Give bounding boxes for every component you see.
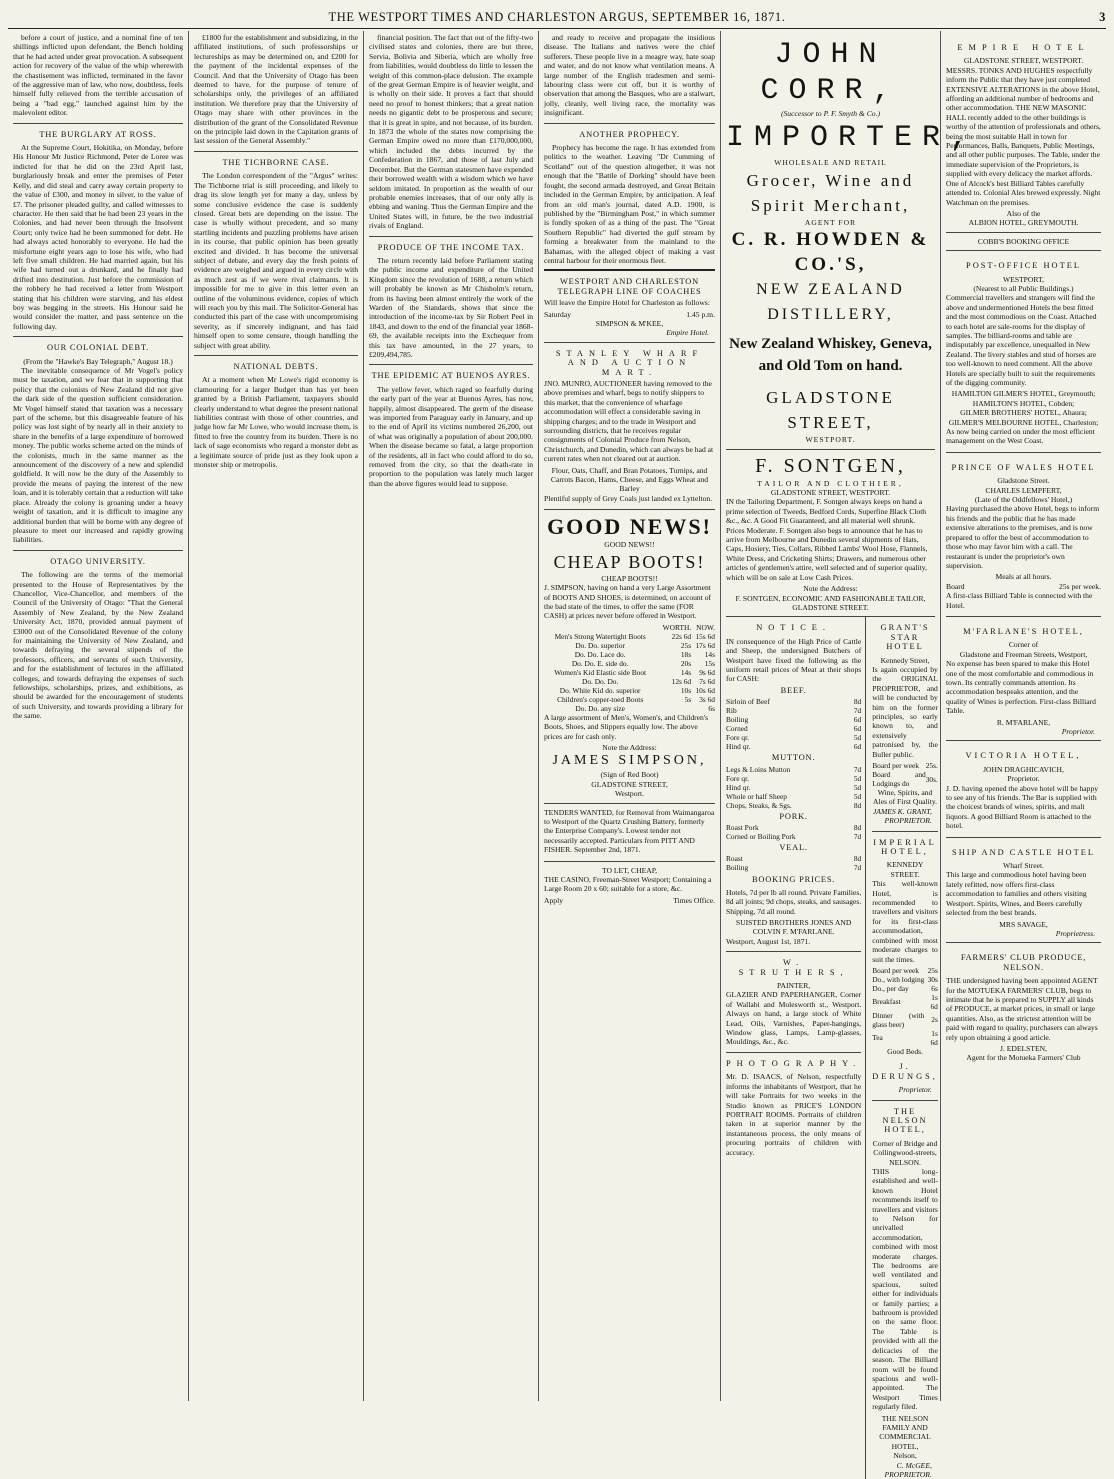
price-table xyxy=(544,623,715,713)
table-row: Do. Do. Do. 12s 6d 7s 6d xyxy=(581,676,715,686)
price-section-heading: MUTTON. xyxy=(771,753,816,763)
table-row: Do. Do. E. side do. 20s 15s xyxy=(571,658,715,668)
ad-date: Westport, August 1st, 1871. xyxy=(726,936,811,946)
price-table xyxy=(726,823,861,841)
ad-body: GLAZIER AND PAPERHANGER, Corner of Wallabi and Molesworth st., Westport. Always on hand, a large stock of White Lead, Oils, Varnishes, Paper-hangings, Window glass, Lamps, Lamp-glasses, Mouldings, &c., &c. xyxy=(726,990,862,1047)
table-row: Roast 8d xyxy=(726,854,862,864)
ad-street: GLADSTONE STREET. xyxy=(792,602,869,612)
ad-address-note: Note the Address: xyxy=(602,742,657,752)
price-table xyxy=(726,854,861,872)
ad-body: Plentiful supply of Grey Coals just landed ex Lyttelton. xyxy=(544,493,713,503)
table-row: Do. Do. superior 25s 17s 6d xyxy=(575,640,715,650)
article-continuation: £1800 for the establishment and subsidizing, in the affiliated institutions, of such professorships or lectureships as may be determined on, and £200 for the payment of the incidental expenses of the Council. And that the University of Otago has been deemed to have, for the purpose of tenure of scholarships only, the privileges of an affiliated institution. We therefore pray that the University of Otago may share with other provinces in the distribution of the grant of the Consolidated Revenue on the principle laid down in the Capitation grants of last session of the General Assembly." xyxy=(194,33,358,146)
ad-body: THE undersigned having been appointed AGENT for the MOTUEKA FARMERS' CLUB, begs to intimate that he is prepared to SUPPLY all kinds of PRODUCE, at market prices, in small or large quantities. Also, as the strictest attention will be paid with regard to quality, purchasers can always rely upon obtaining a good article. xyxy=(946,976,1098,1042)
ad-merchant-name: JOHN DRAGHICAVICH, xyxy=(983,764,1064,774)
ad-john-corr xyxy=(726,33,979,450)
ad-note: (Late of the Oddfellows' Hotel,) xyxy=(974,495,1073,505)
divider xyxy=(544,123,715,124)
article-body-prophecy: Prophecy has become the rage. It has extended from politics to the weather. Leaving "Dr Cumming of Scotland" out of the question altogether, it was not enough that the "Battle of Dorking" should have been fought, the second armada destroyed, and Great Britain included in the German Empire, by anticipation. A leaf from an old man's journal, dated A.D. 1900, is published by the "Birmingham Post," in which summer is fondly spoken of as a thing of the past. The "Great Southern Republic" had diverted the gulf stream by forming a breakwater from the mainland to the Bahamas, with the alleged object of making a vast central harbour for their enormous fleet. xyxy=(544,143,715,265)
table-header xyxy=(544,623,715,632)
coach-schedule-row xyxy=(544,310,715,319)
price-table xyxy=(726,765,861,810)
ad-subheadline: GOOD NEWS!! xyxy=(604,540,655,550)
price-section-heading: VEAL. xyxy=(779,842,808,852)
ad-prince-of-wales xyxy=(946,453,1101,617)
column-5 xyxy=(721,31,979,1479)
ad-signature-sub: Agent for the Motueka Farmers' Club xyxy=(966,1053,1081,1063)
ad-signature: THE NELSON FAMILY AND COMMERCIAL HOTEL, xyxy=(879,1413,931,1451)
ad-street: Corner of Bridge and Collingwood-streets, NELSON. xyxy=(872,1138,938,1167)
article-heading-burglary: THE BURGLARY AT ROSS. xyxy=(39,129,157,139)
table-row: Do. White Kid do. superior 10s 10s 6d xyxy=(559,685,715,695)
ad-heading: PRINCE OF WALES HOTEL xyxy=(951,462,1096,472)
ad-signature: F. SONTGEN, ECONOMIC AND FASHIONABLE TAILOR, xyxy=(735,593,926,603)
ad-body: IN the Tailoring Department, F. Sontgen always keeps on hand a prime selection of Tweeds, Bedford Cords, Superfine Black Cloth &c., &c. A Good Fit Guaranteed, and all material well shrunk. Prices Moderate. F. Sontgen also begs to announce that he has to arrive from Melbourne and Dunedin several shipments of Hats, Caps, Hosiery, Ties, Collars, Ribbed Lambs' Wool Hose, Flannels, White Dress, and Cricketing Shirts; Drawers, and numerous other articles of gentlemen's attire, well selected and of superior quality, which will be on sale at Low Cash Prices. xyxy=(726,497,928,582)
ad-body: A first-class Billiard Table is connected with the Hotel. xyxy=(946,591,1093,610)
ad-subheadline: CHEAP BOOTS!! xyxy=(601,573,658,583)
ad-street: GLADSTONE STREET, xyxy=(766,388,895,433)
masthead xyxy=(8,6,1106,29)
table-row: Chops, Steaks, & Sgs. 8d xyxy=(726,800,862,810)
ad-street: KENNEDY STREET. xyxy=(886,860,924,879)
ad-merchant-name: JAMES SIMPSON, xyxy=(552,753,707,769)
ad-heading: SHIP AND CASTLE HOTEL xyxy=(952,847,1095,857)
ad-street: Gladstone and Freeman Streets, Westport, xyxy=(959,649,1088,659)
ad-body: J. D. having opened the above hotel will be happy to see any of his friends. The Bar is supplied with the choicest brands of wines, spirits, and malt liquors. A good Billiard Room is attached to the hotel. xyxy=(946,783,1099,831)
price-table xyxy=(726,697,861,751)
ad-headline: IMPORTER, xyxy=(726,121,979,156)
table-row: Board and Lodgings do 30s. xyxy=(872,770,938,788)
ad-street: GLADSTONE STREET, xyxy=(591,779,668,789)
ad-body: Also of the xyxy=(1006,208,1041,218)
divider xyxy=(13,550,183,551)
ad-heading: TO LET, CHEAP, xyxy=(602,865,657,875)
ad-body: Meals at all hours. xyxy=(995,572,1052,582)
ad-signature: JAMES K. GRANT, PROPRIETOR. xyxy=(872,806,932,826)
divider xyxy=(194,151,358,152)
ad-headline: New Zealand Whiskey, Geneva, xyxy=(729,336,932,353)
article-heading-tichborne: THE TICHBORNE CASE. xyxy=(222,157,330,167)
ad-headline: Grocer, Wine and Spirit Merchant, xyxy=(746,170,915,215)
ad-to-let xyxy=(544,862,715,910)
table-row: Dinner (with glass beer) 2s xyxy=(872,1010,938,1029)
ad-town: Nelson, xyxy=(893,1451,917,1461)
article-body-burglary: At the Supreme Court, Hokitika, on Monday, before His Honour Mr Justice Richmond, Peter de Loree was indicted for that he did on the 23rd April last, burglariously break and enter the premises of Peter Kelly, and did steal and carry away certain property to the value of £300, and money in silver, to the value of £7. The prisoner pleaded guilty, and called witnesses to character. He then said that he had been 23 years in the Colonies, and had never been through the Insolvent Court; only twice had he been summoned for debt. He had always acted honorably to everyone. He had the misfortune eight years ago to lose his wife, who had left five small children. He had married again, but his wife had turned out a drunkard, and he finally had drifted into destitution. Just before the commission of the robbery he had received a letter from Westport stating that his children were starving, and his eldest boy was begging in the streets. His Honour said he would consider the matter, and pass sentence on the following day. xyxy=(13,143,183,331)
ad-victoria-hotel xyxy=(946,741,1101,837)
divider xyxy=(194,355,358,356)
ad-subheadline: AGENT FOR xyxy=(804,217,857,227)
article-body-income-tax: The return recently laid before Parliament stating the public income and expenditure of the United Kingdom since the revolution of 1688, a return which will probably be known as Mr Chisholm's return, from its having been almost entirely the work of the Warden of the Standards, shows that since the introduction of the income-tax by Sir Robert Peel in 1843, and down to the end of the financial year 1868-69, the available receipts into the Exchequer from this tax have amounted, in the 27 years, to £209,494,785. xyxy=(369,255,533,359)
article-continuation: before a court of justice, and a nominal fine of ten shillings inflicted upon defendant, the Bench holding that he had acted under great provocation. A subsequent action for recovery of the value of the whip wherewith the chastisement was inflicted, terminated in the favor of the aggressive man of law, who now, doubtless, feels himself fully relieved from the terrible accusation of being a "bad egg," launched against him by the malevolent editor. xyxy=(13,33,183,118)
ad-street: Kennedy Street, xyxy=(880,655,930,665)
ad-heading: GRANT'S STAR HOTEL xyxy=(880,623,930,652)
ad-signature: J. EDELSTEN, xyxy=(999,1043,1048,1053)
ad-headline: CHEAP BOOTS! xyxy=(553,551,706,572)
ad-note: (Nearest to all Public Buildings.) xyxy=(973,283,1074,293)
ad-street: Wharf Street. xyxy=(1003,861,1044,871)
ad-body: Will leave the Empire Hotel for Charleston as follows: xyxy=(544,298,710,308)
table-row: Roast Pork 8d xyxy=(726,822,862,832)
coach-day: Saturday xyxy=(544,309,571,319)
column-4 xyxy=(539,31,721,1401)
ad-body: Commercial travellers and strangers will find the above and undermentioned Hotels the best fitted and the most commodious on the Coast. Attached to each hotel are sale-rooms for the display of samples. The billiard-rooms and table are indisputably par excellence, unequalled in New Zealand. The livery stables and stud of horses are too well-known to need comment. All the above Hotels are specially built to suit the requirements of the digging community. xyxy=(946,293,1097,387)
table-row: Legs & Loins Mutton 7d xyxy=(726,764,862,774)
article-body-otago: The following are the terms of the memorial presented to the House of Representatives by the Chancellor, Vice-Chancellor, and members of the Council of the University of Otago: "That the General Assembly of New Zealand, by the New Zealand University Act, 1870, provided annual payment of £3000 out of the Consolidated Revenue of the colony for maintaining the University of New Zealand, and towards defraying the several stipends of the professors, officers, and servants of such University, and for the establishment of lectures in the affiliated colleges, and towards defraying the expenses of such fellowships, scholarships, prizes, and exhibitions, as should be awarded for the encouragement of students of such University, and towards providing a library for the same. xyxy=(13,570,183,721)
page-number: 3 xyxy=(1099,9,1106,24)
ad-merchant-name: CHARLES LEMPFERT, xyxy=(985,485,1062,495)
table-row: Fore qr. 5d xyxy=(726,773,862,783)
article-continuation: and ready to receive and propagate the insidious disease. The Italians and natives were the chief sufferers. These people live in a meagre way, hate soap and water, and do not know what ventilation means. A large number of the English tradesmen and semi-labouring class were cut off, but it is worthy of observation that among the Basques, who are a stalwart, jolly, cleanly, well living race, the mortality was insignificant. xyxy=(544,33,715,118)
ad-heading: COBB'S BOOKING OFFICE xyxy=(977,236,1070,246)
price-section-heading: PORK. xyxy=(779,811,808,821)
ad-heading: VICTORIA HOTEL, xyxy=(965,751,1082,761)
ad-heading: M'FARLANE'S HOTEL, xyxy=(963,626,1084,636)
ad-body: Wine, Spirits, and Ales of First Quality. xyxy=(873,788,938,807)
divider xyxy=(872,831,938,832)
table-row: Boiling 6d xyxy=(726,715,862,725)
ad-signature: R. M'FARLANE, xyxy=(996,717,1051,727)
coach-time: 1.45 p.m. xyxy=(686,309,715,319)
article-body-tichborne: The London correspondent of the "Argus" writes: The Tichborne trial is still proceeding, and likely to drag its slow length yet for many a day, unless by some conclusive evidence the case is suddenly closed. Great bets are depending on the issue. The case is wholly without precedent, and so many startling incidents and puzzling problems have arisen in its course, that public opinion has been greatly excited and divided. It has become the universal subject of debate, and every day the fresh points of evidence are weighed and argued in every circle with as much zest as if we were rival claimants. It is impossible for me to give in this letter even an outline of the voluminous evidence, copies of which will reach you by this mail. The Solicitor-General has conducted this part of the case with uncompromising severity, as if sincerely indignant, and has laid himself open to some censure, though handling the subject with great ability. xyxy=(194,171,358,350)
ad-subheadline: PAINTER, xyxy=(776,981,811,991)
article-heading-colonial-debt: OUR COLONIAL DEBT. xyxy=(46,343,150,353)
ad-subheadline: WHOLESALE AND RETAIL xyxy=(774,158,887,168)
ad-street: Gladstone Street. xyxy=(997,476,1050,486)
column-1 xyxy=(8,31,189,1401)
ad-signature-sub: Proprietor. xyxy=(1061,727,1095,736)
ad-street: GLADSTONE STREET, WESTPORT. xyxy=(963,56,1084,66)
ad-empire-hotel xyxy=(946,33,1101,233)
ad-subtitle: (Successor to P. F. Smyth & Co.) xyxy=(780,109,881,118)
ad-coaches xyxy=(544,269,715,342)
ad-body: Hotels, 7d per lb all round. Private Families, 8d all joints; 9d chops, steaks, and sausages. Shipping, 7d all round. xyxy=(726,887,862,916)
ad-ship-castle xyxy=(946,838,1101,944)
column-header: NOW. xyxy=(696,622,715,632)
article-heading-prophecy: ANOTHER PROPHECY. xyxy=(579,129,680,139)
ad-apply-row: Apply Times Office. xyxy=(544,895,715,905)
table-row: Tea 1s 6d xyxy=(872,1028,938,1047)
price-section-heading: BEEF. xyxy=(780,685,807,695)
ad-heading: STANLEY WHARF AND AUCTION MART. xyxy=(555,348,704,377)
ad-headline: GOOD NEWS! xyxy=(547,514,712,540)
ad-body: TENDERS WANTED, for Removal from Waimangaroa to Westport of the Quartz Crushing Battery, formerly the Enterprise Company's. Lowest tender not necessarily accepted. Particulars from PITT AND FISHER. September 2nd, 1871. xyxy=(544,807,715,855)
ad-body: JNO. MUNRO, AUCTIONEER having removed to the above premises and wharf, begs to notify shippers to this market, that the convenience of wharfage accommodation will effect a considerable saving in shipping charges; and to the trade in Westport and surrounding districts, that he receives regular consignments of Colonial Produce from Nelson, Christchurch, and Dunedin, which can always be had at current rates when not cleared out at auction. xyxy=(544,379,714,464)
table-row: Children's copper-toed Boots 5s 3s 6d xyxy=(557,694,715,704)
ad-body: This large and commodious hotel having been lately refitted, now offers first-class accommodation to families and others visiting Westport. Spirits, Wines, and Beers carefully selected from the best brands. xyxy=(946,870,1087,918)
ad-body: THE CASINO, Freeman-Street Westport; Containing a Large Room 20 x 60; suitable for a store, &c. xyxy=(544,875,712,894)
ad-body: Is again occupied by the ORIGINAL PROPRIETOR, and will be conducted by him on the former principles, so early known to, and extensively patronised by, the Buller public. xyxy=(872,664,938,759)
column-6 xyxy=(941,31,1106,1401)
table-row: Corned 6d xyxy=(726,724,862,734)
table-row: Do. Do. any size 6s xyxy=(575,703,715,713)
divider xyxy=(369,364,533,365)
ad-signature: SIMPSON & M'KEE, xyxy=(595,318,664,328)
table-row: Board per week 25s xyxy=(872,965,938,975)
ad-body: ALBION HOTEL, GREYMOUTH. xyxy=(968,218,1079,228)
table-row: Do., with lodging 30s xyxy=(872,974,938,984)
ad-hotel-list: GILMER'S MELBOURNE HOTEL, Charleston; xyxy=(948,417,1099,427)
ad-body: Having purchased the above Hotel, begs to inform his friends and the public that he has made extensive alterations to the premises, and is now prepared to offer the best of accommodation to those who may favor him with a call. The restaurant is under the proprietor's own supervision. xyxy=(946,504,1100,570)
ad-body: This well-known Hotel, is recommended to travellers and visitors for its first-class accommodation, combined with most moderate charges to suit the times. xyxy=(872,879,938,964)
ad-meat-notice xyxy=(726,617,866,1479)
ad-goods: Flour, Oats, Chaff, and Bran Potatoes, Turnips, and Carrots Bacon, Hams, Cheese, and Eggs Wheat and Barley xyxy=(550,465,709,494)
table-row: Whole or half Sheep 5d xyxy=(726,791,862,801)
table-row: Boiling 7d xyxy=(726,863,862,873)
ad-hotel-list: GILMER BROTHERS' HOTEL, Ahaura; xyxy=(960,408,1087,418)
article-heading-income-tax: PRODUCE OF THE INCOME TAX. xyxy=(377,242,525,252)
ad-signature: J. DERUNGS, xyxy=(872,1062,938,1081)
ad-body: MESSRS. TONKS AND HUGHES respectfully inform the Public that they have just completed EXTENSIVE ALTERATIONS in the above Hotel, affording an additional number of bedrooms and other accommodation. THE NEW MASONIC HALL recently added to the other buildings is worthy of the attention of professionals and others, being the most suitable Hall in town for Performances, Balls, Banquets, Public Meetings, and all other public purposes. The Table, under the immediate supervision of the Proprietors, is supplied with every delicacy the market affords. One of Alcock's best Billiard Tables carefully attended to. Colonial Ales brewed expressly. Night Watchman on the premises. xyxy=(946,65,1101,207)
ad-heading: THE NELSON HOTEL, xyxy=(882,1106,928,1135)
price-section-heading: BOOKING PRICES. xyxy=(752,875,836,885)
article-source: (From the "Hawke's Bay Telegraph," August 18.) xyxy=(23,356,173,366)
divider xyxy=(13,336,183,337)
ad-body: Corner of xyxy=(1008,640,1039,650)
table-row: Breakfast 1s 6d xyxy=(872,992,938,1011)
ad-town: WESTPORT, xyxy=(1003,274,1044,284)
ad-boots xyxy=(544,510,715,803)
column-header: WORTH. xyxy=(662,622,692,632)
article-body-colonial-debt: The inevitable consequence of Mr Vogel's policy must be taxation, and we fear that in supporting that policy that the colonists of New Zealand did not give the dark side of the question sufficient consideration. Mr Vogel himself stated that taxation was a necessary part of the scheme, but this disagreeable feature of his policy was lost sight of by nearly all in their anxiety to share in the benefits of a large expenditure of borrowed money. The public works scheme acted on the minds of the colonists, much in the same manner as the announcement of the discovery of a new and splendid goldfield. It will now be the duty of the Assembly to provide the means of paying the interest of the new loan, and it is tolerably certain that a reduction will take place. Already the colony is groaning under a heavy weight of taxation, and it is difficult to imagine any additional burden that will be borne with any degree of pleasure to meet our increased and rapidly growing liabilities. xyxy=(13,366,183,545)
ad-body: A large assortment of Men's, Women's, and Children's Boots, Shoes, and Slippers equally low. The above prices are for cash only. xyxy=(544,712,709,741)
ad-heading: POST-OFFICE HOTEL xyxy=(966,261,1081,271)
ad-subheadline: TAILOR AND CLOTHIER, xyxy=(757,478,904,488)
ad-address: GLADSTONE STREET, WESTPORT. xyxy=(770,488,891,498)
ad-farmers-club xyxy=(946,943,1101,1066)
ad-heading: WESTPORT AND CHARLESTON TELEGRAPH LINE OF COACHES xyxy=(557,277,702,296)
ad-body: Good Beds. xyxy=(887,1046,923,1056)
ad-sign: (Sign of Red Boot) xyxy=(600,770,659,780)
ad-signature: MRS SAVAGE, xyxy=(999,919,1048,929)
ad-body: J. SIMPSON, having on hand a very Large Assortment of BOOTS AND SHOES, is determined, on account of the bad state of the times, to offer the same (FOR CASH) at prices never before offered in Westport. xyxy=(544,583,712,621)
ad-merchant-name: F. SONTGEN, xyxy=(755,454,906,477)
masthead-title: THE WESTPORT TIMES AND CHARLESTON ARGUS, SEPTEMBER 16, 1871. xyxy=(328,9,786,24)
ad-mfarlane-hotel xyxy=(946,617,1101,741)
ad-body: THIS long-established and well-known Hotel recommends itself to travellers and visitors to Nelson for unrivalled accommodation, combined with most moderate charges. The bedrooms are well ventilated and spacious, suited either for individuals or family parties; a bathroom is provided on the same floor. The Table is provided with all the delicacies of the season. The Billiard room will be found spacious and well-appointed. The Westport Times regularly filed. xyxy=(872,1166,938,1412)
ad-signature-sub: Empire Hotel. xyxy=(666,328,709,338)
columns xyxy=(8,31,1106,1479)
article-continuation: financial position. The fact that out of the fifty-two civilised states and colonies, there are but three, Servia, Bolivia and Siberia, which are wholly free from liabilities, would doubtless do little to lessen the weight of this common-place delusion. The example of the great German Empire is of heavier weight, and is wholly on their side. It proves a fact that should need no proof to honest thinkers; that a great nation needs no gigantic debt to be prosperous and secure; that it is great in spite, and not because, of its burden. In 1873 the whole of the states now comprising the German Empire owed no more than £170,000,000, which included the debts incurred by the Confederation in 1867, and those of last July and December. But the German statesmen have expended their borrowed wealth with a wisdom which we have seldom imitated. In proportion as the wealth of our probable enemies increases, that of our only ally is ebbing and waning. Thus the German Empire and the United States will, in future, be the two industrial rivals of England. xyxy=(369,33,533,231)
ad-stanley-wharf xyxy=(544,343,715,511)
table-row: Do. Do. Lace do. 18s 14s xyxy=(574,649,715,659)
ad-headline: C. R. HOWDEN & CO.'S, xyxy=(731,229,930,276)
ad-town: Westport. xyxy=(614,789,645,799)
ad-board-row: Board 25s per week. xyxy=(946,581,1101,591)
table-row: Fore qr. 5d xyxy=(726,733,862,743)
ad-heading: FARMERS' CLUB PRODUCE, NELSON. xyxy=(960,953,1087,972)
table-row: Board per week 25s. xyxy=(872,761,938,770)
table-row: Men's Strong Watertight Boots 22s 6d 15s 6d xyxy=(554,631,715,641)
divider xyxy=(726,951,861,952)
divider xyxy=(369,236,533,237)
ad-address-note: Note the Address: xyxy=(803,584,858,594)
ad-heading: W. STRUTHERS, xyxy=(738,958,849,977)
ad-heading: NOTICE. xyxy=(756,623,831,633)
ad-hotel-list: HAMILTON GILMER'S HOTEL, Greymouth; xyxy=(951,389,1096,399)
ad-hotel-list: HAMILTON'S HOTEL, Cobden; xyxy=(972,398,1075,408)
divider xyxy=(13,123,183,124)
ad-merchant-name: JOHN CORR, xyxy=(760,38,901,108)
ad-signature: SUISTED BROTHERS JONES AND COLVIN F. M'FARLANE. xyxy=(735,918,852,937)
table-row: Corned or Boiling Pork 7d xyxy=(726,831,862,841)
ad-heading: PHOTOGRAPHY. xyxy=(726,1058,862,1068)
ad-signature-sub: Proprietor. xyxy=(1007,774,1040,784)
table-row: Rib 7d xyxy=(726,706,862,716)
column-3 xyxy=(364,31,539,1401)
ad-signature-sub: Proprietor. xyxy=(898,1085,932,1095)
divider xyxy=(726,1052,861,1053)
column-2 xyxy=(189,31,364,1401)
table-row: Hind qr. 5d xyxy=(726,782,862,792)
divider xyxy=(872,1100,938,1101)
article-body-national-debts: At a moment when Mr Lowe's rigid economy is clamouring for a larger Budget than has yet been granted by a British Parliament, taxpayers should clearly understand to what degree the present national liabilities contrast with those of other countries, and judge how far Mr Lowe, who would increase them, is fitted to free the country from its burden. There is no lack of sage economists who regard a monster debt as a legitimate source of pride just as they look upon a monster ship or metropolis. xyxy=(194,375,358,470)
ad-tenders xyxy=(544,804,715,862)
ad-cobbs xyxy=(946,233,1101,251)
ad-post-office-hotel xyxy=(946,251,1101,453)
ad-body: No expense has been spared to make this Hotel one of the most comfortable and commodious in town. Its centrally commands attention. Its accommodation bespeaks attention, and the quality of Wines is perfection. First-class Billiard Table. xyxy=(946,659,1096,716)
ad-row xyxy=(726,617,938,1479)
article-heading-national-debts: NATIONAL DEBTS. xyxy=(233,362,319,371)
ad-signature-sub: C. McGEE, PROPRIETOR. xyxy=(884,1460,932,1479)
ad-body: Mr. D. ISAACS, of Nelson, respectfully informs the inhabitants of Westport, that he will take Portraits for two weeks in the Studio known as PRICE'S LONDON PORTRAIT ROOMS. Portraits of children taken in at superior manner by the instantaneous process, the only means of procuring portraits of children with accuracy. xyxy=(726,1072,862,1157)
article-heading-epidemic: THE EPIDEMIC AT BUENOS AYRES. xyxy=(371,371,531,381)
table-row: Women's Kid Elastic side Boot 14s 9s 6d xyxy=(554,667,715,677)
article-body-epidemic: The yellow fever, which raged so fearfully during the early part of the year at Buenos Ayres, has now, happily, almost disappeared. The germ of the disease was imported from Paraguay early in January, and up to the end of April its victims numbered 26,200, out of what was originally a population of about 200,000. When the disease became so fatal, a large proportion of the residents, all in fact who could afford to do so, removed from the city, so that the death-rate in proportion to the population was lately much larger than the above figures would lead to suppose. xyxy=(369,384,533,488)
ad-signature-sub: Proprietress. xyxy=(1055,928,1095,938)
ad-body: As now being carried on under the most efficient management on the West Coast. xyxy=(946,427,1095,446)
ad-headline: and Old Tom on hand. xyxy=(758,358,903,375)
ad-hotels xyxy=(872,617,938,1479)
ad-headline: NEW ZEALAND DISTILLERY, xyxy=(756,281,905,324)
price-table xyxy=(872,966,938,1047)
table-row: Hind qr. 6d xyxy=(726,742,862,752)
article-heading-otago: OTAGO UNIVERSITY. xyxy=(50,556,146,566)
ad-heading: EMPIRE HOTEL xyxy=(957,43,1090,52)
ad-sontgen xyxy=(726,450,935,618)
ad-town: WESTPORT. xyxy=(805,435,856,445)
ad-heading: IMPERIAL HOTEL, xyxy=(873,837,937,857)
table-row: Sirloin of Beef 8d xyxy=(726,697,862,707)
table-row: Do., per day 6s xyxy=(872,983,938,993)
ad-body: IN consequence of the High Price of Cattle and Sheep, the undersigned Butchers of Westport have fixed the following as the uniform retail prices of Meat at their shops for CASH: xyxy=(726,636,862,684)
price-table xyxy=(872,761,938,788)
